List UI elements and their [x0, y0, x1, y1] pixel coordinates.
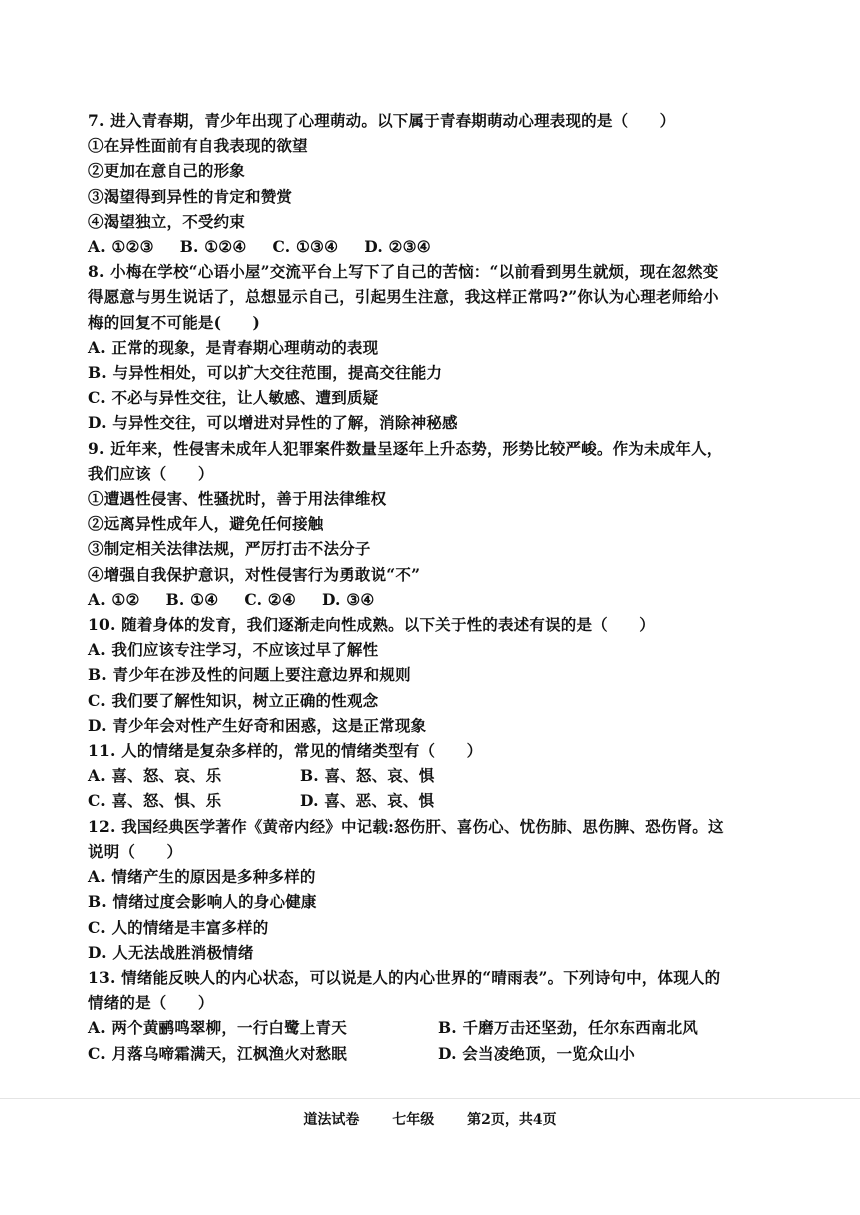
statement-item: ①遭遇性侵害、性骚扰时，善于用法律维权: [88, 489, 387, 509]
option-c: C. 月落乌啼霜满天，江枫渔火对愁眠: [88, 1043, 347, 1063]
statement-item: ③制定相关法律法规，严厉打击不法分子: [88, 539, 371, 559]
question-stem: 8. 小梅在学校“心语小屋”交流平台上写下了自己的苦恼：“以前看到男生就烦，现在忽然变: [88, 262, 719, 282]
question-stem: 9. 近年来，性侵害未成年人犯罪案件数量呈逐年上升态势，形势比较严峻。作为未成年人，: [88, 438, 723, 458]
question-stem: 情绪的是（ ）: [88, 993, 214, 1013]
page-footer: [0, 1109, 860, 1129]
question-13: [88, 965, 788, 1066]
statement-item: ②远离异性成年人，避免任何接触: [88, 514, 324, 534]
question-11: [88, 738, 788, 814]
option-d: D. 喜、恶、哀、惧: [300, 791, 435, 811]
option-c: C. 不必与异性交往，让人敏感、遭到质疑: [88, 388, 379, 408]
option-c: C. 人的情绪是丰富多样的: [88, 917, 269, 937]
footer-grade: 七年级: [392, 1112, 435, 1128]
option-b: B. 情绪过度会影响人的身心健康: [88, 892, 317, 912]
inline-options: [88, 587, 788, 612]
question-9: [88, 436, 788, 612]
statement-item: ③渴望得到异性的肯定和赞赏: [88, 186, 293, 206]
option-b: B. 与异性相处，可以扩大交往范围，提高交往能力: [88, 363, 443, 383]
inline-options: [88, 234, 788, 259]
option-b: B. ①④: [165, 589, 219, 609]
option-b: B. 千磨万击还坚劲，任尔东西南北风: [438, 1018, 698, 1038]
statement-item: ②更加在意自己的形象: [88, 161, 246, 181]
option-row: [88, 788, 788, 813]
question-12: [88, 814, 788, 965]
question-8: [88, 259, 788, 435]
question-stem: 我们应该（ ）: [88, 463, 214, 483]
option-d: D. 会当凌绝顶，一览众山小: [438, 1043, 635, 1063]
option-a: A. 情绪产生的原因是多种多样的: [88, 867, 316, 887]
option-b: B. 青少年在涉及性的问题上要注意边界和规则: [88, 665, 411, 685]
page-divider: [0, 1098, 860, 1099]
option-b: B. 喜、怒、哀、惧: [300, 766, 435, 786]
option-a: A. ①②: [88, 589, 140, 609]
statement-item: ①在异性面前有自我表现的欲望: [88, 136, 308, 156]
option-a: A. 喜、怒、哀、乐: [88, 766, 222, 786]
question-10: [88, 612, 788, 738]
option-b: B. ①②④: [179, 237, 247, 257]
question-7: [88, 108, 788, 259]
option-d: D. 人无法战胜消极情绪: [88, 942, 254, 962]
question-stem: 7. 进入青春期，青少年出现了心理萌动。以下属于青春期萌动心理表现的是（ ）: [88, 111, 676, 130]
statement-item: ④增强自我保护意识，对性侵害行为勇敢说“不”: [88, 564, 421, 584]
option-a: A. 两个黄鹂鸣翠柳，一行白鹭上青天: [88, 1018, 347, 1038]
question-stem: 11. 人的情绪是复杂多样的，常见的情绪类型有（ ）: [88, 741, 483, 761]
question-stem: 10. 随着身体的发育，我们逐渐走向性成熟。以下关于性的表述有误的是（ ）: [88, 615, 655, 635]
question-stem: 12. 我国经典医学著作《黄帝内经》中记载:怒伤肝、喜伤心、忧伤肺、思伤脾、恐伤肾。这: [88, 816, 724, 836]
option-d: D. ②③④: [364, 237, 431, 257]
statement-item: ④渴望独立，不受约束: [88, 211, 246, 231]
option-d: D. ③④: [321, 589, 375, 609]
question-stem: 梅的回复不可能是( ): [88, 312, 261, 332]
option-c: C. 喜、怒、惧、乐: [88, 791, 222, 811]
footer-subject: 道法试卷: [303, 1112, 360, 1128]
option-a: A. ①②③: [88, 237, 154, 257]
option-d: D. 青少年会对性产生好奇和困惑，这是正常现象: [88, 715, 427, 735]
option-a: A. 我们应该专注学习，不应该过早了解性: [88, 640, 379, 660]
question-stem: 说明（ ）: [88, 841, 183, 861]
option-c: C. ②④: [244, 589, 296, 609]
option-row: [88, 763, 788, 788]
option-row: [88, 1041, 788, 1066]
option-c: C. ①③④: [272, 237, 339, 257]
option-d: D. 与异性交往，可以增进对异性的了解，消除神秘感: [88, 413, 458, 433]
option-row: [88, 1015, 788, 1040]
option-c: C. 我们要了解性知识，树立正确的性观念: [88, 690, 379, 710]
question-stem: 得愿意与男生说话了，总想显示自己，引起男生注意，我这样正常吗?”你认为心理老师给小: [88, 287, 719, 307]
option-a: A. 正常的现象，是青春期心理萌动的表现: [88, 337, 379, 357]
question-list: [88, 108, 788, 1066]
question-stem: 13. 情绪能反映人的内心状态，可以说是人的内心世界的“晴雨表”。下列诗句中，体现人的: [88, 967, 721, 987]
footer-page-number: 第2页，共4页: [467, 1112, 557, 1128]
